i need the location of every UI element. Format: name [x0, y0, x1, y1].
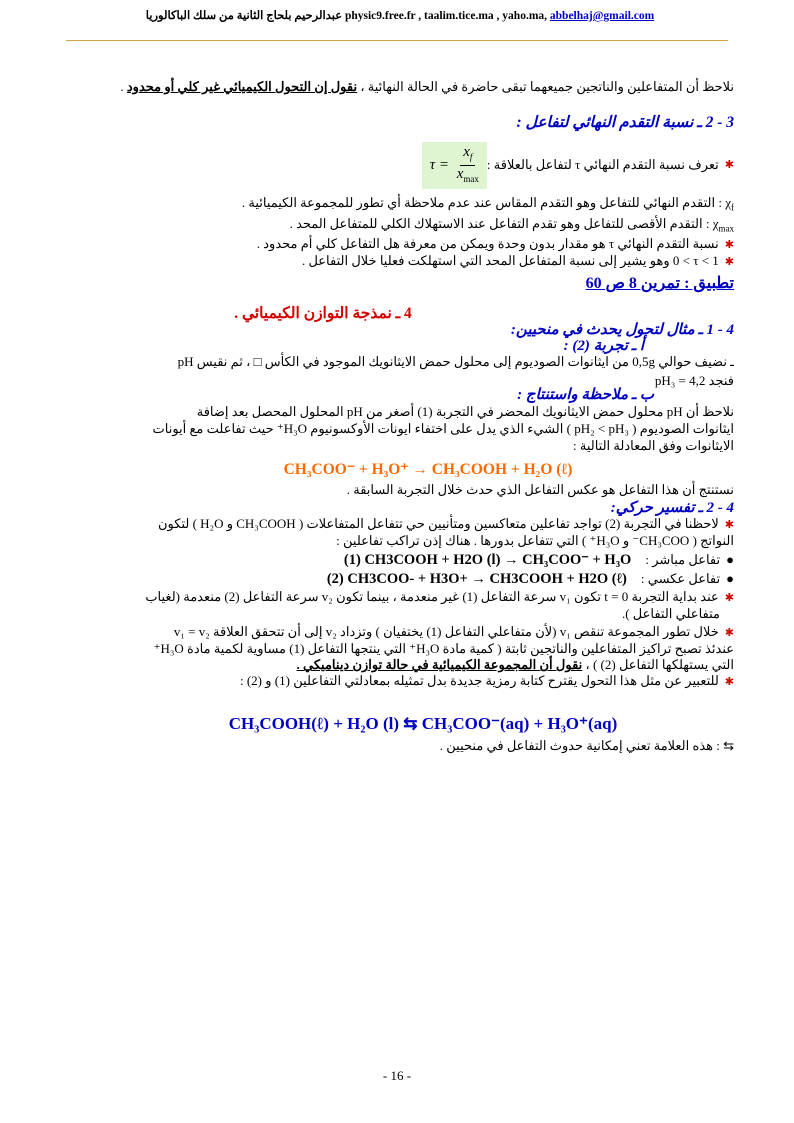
header-author: عبدالرحيم بلحاج الثانية من سلك الباكالوريا: [145, 10, 343, 22]
main-content: [62, 78, 734, 754]
kinetic-4-text: للتعبير عن مثل هذا التحول يقترح كتابة رمزية جديدة بدل تمثيله بمعادلتي التفاعلين (1) و (2) :: [239, 673, 719, 689]
star-bullet-icon: ✱: [724, 676, 734, 689]
kinetic-1-text: لاحظنا في التجربة (2) تواجد تفاعلين متعاكسين ومتأنيين حي تتفاعل المتفاعلات ( CH₃COOH و H₂O ) لتكون: [158, 516, 719, 532]
neutralization-reaction: CH₃COO⁻ + H₃O⁺ → CH₃COOH + H₂O (ℓ): [283, 461, 573, 479]
observation-title: ب ـ ملاحظة واستنتاج :: [517, 387, 654, 404]
reverse-reaction-row: [62, 571, 734, 587]
kinetic-3c-text: التي يستهلكها التفاعل (2) ) ،: [582, 657, 734, 673]
chi-f-sub: f: [731, 202, 734, 213]
star-bullet-icon: ✱: [724, 627, 734, 640]
page-number: - 16 -: [382, 1068, 412, 1083]
experiment-title: أ ـ تجربة (2) :: [563, 338, 644, 355]
observation-line-1: نلاحظ أن pH محلول حمض الايثانويك المحضر في التجربة (1) أصغر من pH المحلول المحصل بعد إضافة: [196, 404, 734, 420]
section-4-2-title: 4 - 2 ـ تفسير حركي:: [610, 500, 734, 517]
direct-reaction-equation: (1) CH3COOH + H2O (l) → CH₃COO⁻ + H₃O: [343, 552, 632, 569]
kinetic-paragraph-1b: النواتج ( CH₃COO⁻ و H₃O⁺ ) التي تتفاعل بدورها . هناك إذن تراكب تفاعلين :: [336, 533, 734, 549]
tau-bullet-1: [62, 236, 734, 253]
intro-text: نلاحظ أن المتفاعلين والناتجين جميعهما تبقى حاضرة في الحالة النهائية ،: [357, 79, 734, 94]
formula-denominator: [457, 166, 479, 187]
star-bullet-icon: ✱: [724, 239, 734, 252]
section-3-2-title: 3 - 2 ـ نسبة التقدم النهائي لتفاعل :: [516, 114, 734, 131]
kinetic-paragraph-3b: عندئذ تصبح تراكيز المتفاعلين والناتجين ثابتة ( كمية مادة H₃O⁺ التي ينتجها التفاعل (1) مساوية لكمية مادة H₃O⁺: [153, 641, 734, 657]
num-sub: f: [469, 151, 473, 162]
chi-f-symbol: [725, 195, 734, 216]
tau-bullet-2: [62, 253, 734, 270]
chi-max-text: : التقدم الأقصى للتفاعل وهو تقدم التفاعل عند الاستهلاك الكلي للمتفاعل المحد .: [289, 215, 713, 231]
experiment-line-2-prefix: فنجد: [705, 373, 734, 389]
num-symbol: x: [463, 143, 470, 160]
application-row: [62, 276, 734, 292]
tau-bullet-1-text: نسبة التقدم النهائي τ هو مقدار بدون وحدة ويمكن من معرفة هل التفاعل كلي أم محدود .: [256, 236, 719, 252]
reverse-reaction-label: تفاعل عكسي :: [640, 571, 721, 587]
star-bullet-icon: ✱: [724, 159, 734, 171]
kinetic-paragraph-3: [62, 624, 734, 641]
ph3-value: pH₃ = 4,2: [654, 373, 706, 389]
star-bullet-icon: ✱: [724, 592, 734, 605]
observation-line-2: ايثانوات الصوديوم ( pH₂ < pH₃ ) الشيء الذي يدل على اختفاء ايونات الأوكسونيوم H₃O⁺ حيث تفاعلت مع أيونات: [152, 421, 734, 437]
bullet-dot-icon: ●: [726, 571, 734, 587]
definition-text: تعرف نسبة التقدم النهائي τ لتفاعل بالعلاقة :: [486, 157, 719, 172]
section-4-title: 4 ـ نمذجة التوازن الكيميائي .: [234, 305, 412, 323]
kinetic-3-text: خلال تطور المجموعة تنقص v₁ (لأن متفاعلي التفاعل (1) يختفيان ) وتزداد v₂ إلى أن تتحقق العلاقة v₁ = v₂: [173, 624, 719, 640]
chi-f-sym: χ: [725, 195, 731, 210]
tau-bullet-2-text: وهو يشير إلى نسبة المتفاعل المحد التي استهلكت فعليا خلال التفاعل .: [301, 253, 673, 269]
dynamic-equilibrium-statement: نقول أن المجموعة الكيميائية في حالة توازن ديناميكي .: [296, 657, 583, 673]
formula-fraction: [457, 144, 479, 187]
chi-f-line: [62, 195, 734, 216]
intro-bold: نقول إن التحول الكيميائي غير كلي أو محدود: [126, 79, 358, 94]
section-4-1-title: 4 - 1 ـ مثال لتحول يحدث في منحيين:: [510, 322, 734, 339]
application-link[interactable]: تطبيق : تمرين 8 ص 60: [585, 275, 734, 293]
star-bullet-icon: ✱: [724, 519, 734, 532]
symbol-note: ⇆ : هذه العلامة تعني إمكانية حدوث التفاعل في منحيين .: [439, 738, 734, 754]
chi-max-sub: max: [718, 223, 734, 234]
chi-max-line: [62, 216, 734, 237]
kinetic-paragraph-3c: [62, 657, 734, 673]
intro-end: .: [120, 79, 127, 94]
bullet-dot-icon: ●: [726, 552, 734, 568]
direct-reaction-row: [62, 552, 734, 568]
header-divider: [66, 40, 728, 41]
header-email-link[interactable]: abbelhaj@gmail.com: [549, 10, 655, 22]
chi-f-text: : التقدم النهائي للتفاعل وهو التقدم المقاس عند عدم ملاحظة أي تطور للمجموعة الكيميائية .: [241, 195, 726, 210]
direct-reaction-label: تفاعل مباشر :: [645, 552, 721, 568]
intro-paragraph: [62, 78, 734, 95]
formula-numerator: [460, 144, 475, 166]
definition-row: [62, 137, 734, 193]
kinetic-paragraph-2: [62, 589, 734, 606]
header-sites: physic9.free.fr , taalim.tice.ma , yaho.ma,: [344, 10, 548, 22]
star-bullet-icon: ✱: [724, 256, 734, 269]
experiment-line-1: ـ نضيف حوالي 0,5g من ايثانوات الصوديوم إلى محلول حمض الايثانويك الموجود في الكأس □ ، ثم نقيس pH: [177, 354, 734, 370]
tau-inequality: 0 < τ < 1: [672, 253, 719, 269]
kinetic-paragraph-4: [62, 673, 734, 690]
tau-formula: [422, 142, 487, 189]
page-header: [60, 8, 740, 22]
formula-lhs: τ =: [429, 156, 449, 173]
equilibrium-equation: CH₃COOH(ℓ) + H₂O (l) ⇆ CH₃COO⁻(aq) + H₃O⁺(aq): [228, 714, 618, 734]
chi-max-symbol: [713, 216, 734, 237]
kinetic-2-text: عند بداية التجربة t = 0 تكون v₁ سرعة التفاعل (1) غير منعدمة ، بينما تكون v₂ سرعة التفاعل (2) منعدمة (لغياب: [145, 589, 719, 605]
kinetic-paragraph-2b: متفاعلي التفاعل ).: [621, 606, 720, 622]
reverse-reaction-equation: (2) CH3COO- + H3O+ → CH3COOH + H2O (ℓ): [326, 571, 627, 588]
observation-line-3: الايثانوات وفق المعادلة التالية :: [572, 438, 734, 454]
chi-max-sym: χ: [712, 215, 719, 231]
conclusion-line: نستنتج أن هذا التفاعل هو عكس التفاعل الذي حدث خلال التجربة السابقة .: [346, 482, 734, 498]
den-sub: max: [463, 173, 479, 184]
den-symbol: x: [456, 165, 464, 182]
kinetic-paragraph-1: [62, 516, 734, 533]
